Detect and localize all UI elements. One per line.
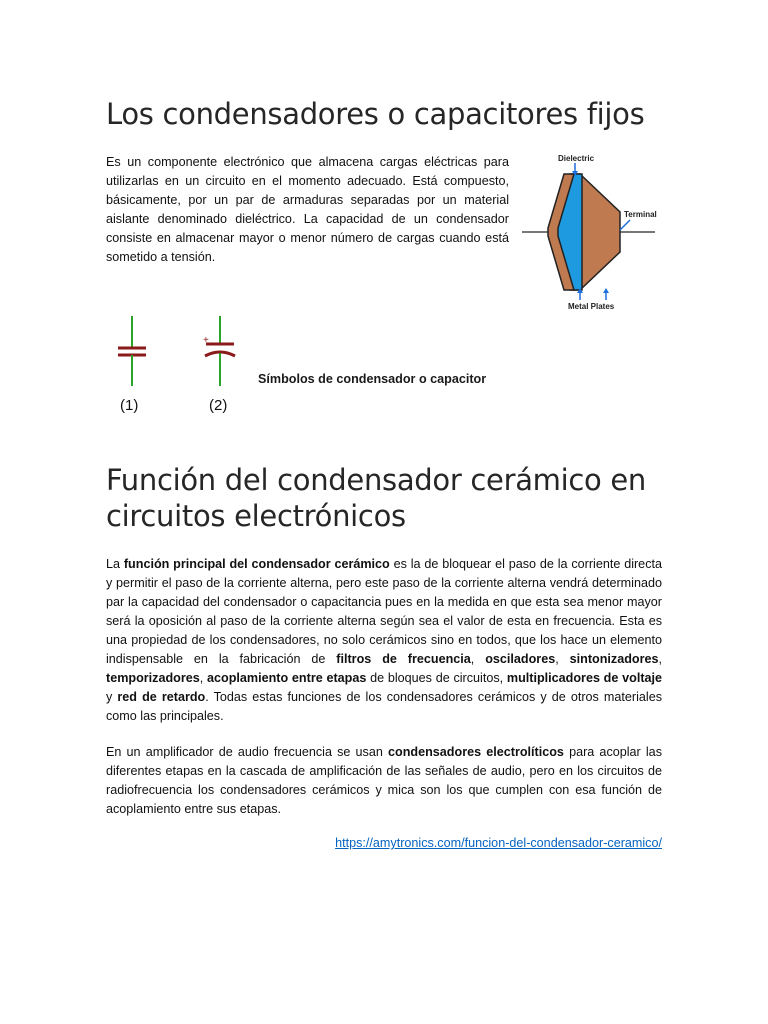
- bold-term: sintonizadores: [569, 652, 659, 666]
- bold-term: condensadores electrolíticos: [388, 745, 564, 759]
- dielectric-label: Dielectric: [558, 154, 595, 163]
- section-title-capacitors: Los condensadores o capacitores fijos: [106, 97, 645, 131]
- metal-plates-label: Metal Plates: [568, 302, 615, 311]
- bold-term: acoplamiento entre etapas: [207, 671, 367, 685]
- bold-term: temporizadores: [106, 671, 200, 685]
- capacitor-diagram-image: [520, 150, 662, 312]
- bold-term: osciladores: [485, 652, 556, 666]
- symbols-caption: Símbolos de condensador o capacitor: [258, 372, 487, 386]
- ceramic-function-paragraph: La función principal del condensador cerámico es la de bloquear el paso de la corriente directa y permitir el paso de la corriente alterna, pero este paso de la corriente alterna vendrá determinado par la capacidad del condensador o capacitancia pues en la medida en que esta sea menor mayor será la oposición al paso de la corriente alterna según sea el valor de esta en frecuencia. Esta es una propiedad de los condensadores, no solo cerámicos sino en todos, que los hace un elemento indispensable en la fabricación de filtros de frecuencia, osciladores, sintonizadores, temporizadores, acoplamiento entre etapas de bloques de circuitos, multiplicadores de voltaje y red de retardo. Todas estas funciones de los condensadores cerámicos y de otros materiales como las principales.: [106, 557, 663, 723]
- source-link[interactable]: https://amytronics.com/funcion-del-condensador-ceramico/: [335, 836, 662, 850]
- plus-sign: +: [203, 335, 209, 346]
- audio-amplifier-paragraph: En un amplificador de audio frecuencia se usan condensadores electrolíticos para acoplar las diferentes etapas en la cascada de amplificación de las señales de audio, pero en los circuitos de radiofrecuencia los condensadores cerámicos y mica son los que cumplen con esa función de acoplamiento entre sus etapas.: [106, 745, 662, 816]
- symbol-label-1: (1): [120, 397, 139, 414]
- intro-paragraph: Es un componente electrónico que almacena cargas eléctricas para utilizarlas en un circuito en el momento adecuado. Está compuesto, básicamente, por un par de armaduras separadas por un material aislante denominado dieléctrico. La capacidad de un condensador consiste en almacenar mayor o menor número de cargas cuando está sometido a tensión.: [106, 155, 509, 264]
- bold-term: función principal del condensador cerámico: [123, 557, 390, 571]
- bold-term: red de retardo: [117, 690, 206, 704]
- section-title-ceramic-function: Función del condensador cerámico en circuitos electrónicos: [106, 463, 647, 533]
- terminal-label: Terminal: [624, 210, 657, 219]
- bold-term: filtros de frecuencia: [336, 652, 471, 666]
- capacitor-symbols-image: [106, 298, 251, 418]
- bold-term: multiplicadores de voltaje: [506, 671, 663, 685]
- symbol-label-2: (2): [209, 397, 228, 414]
